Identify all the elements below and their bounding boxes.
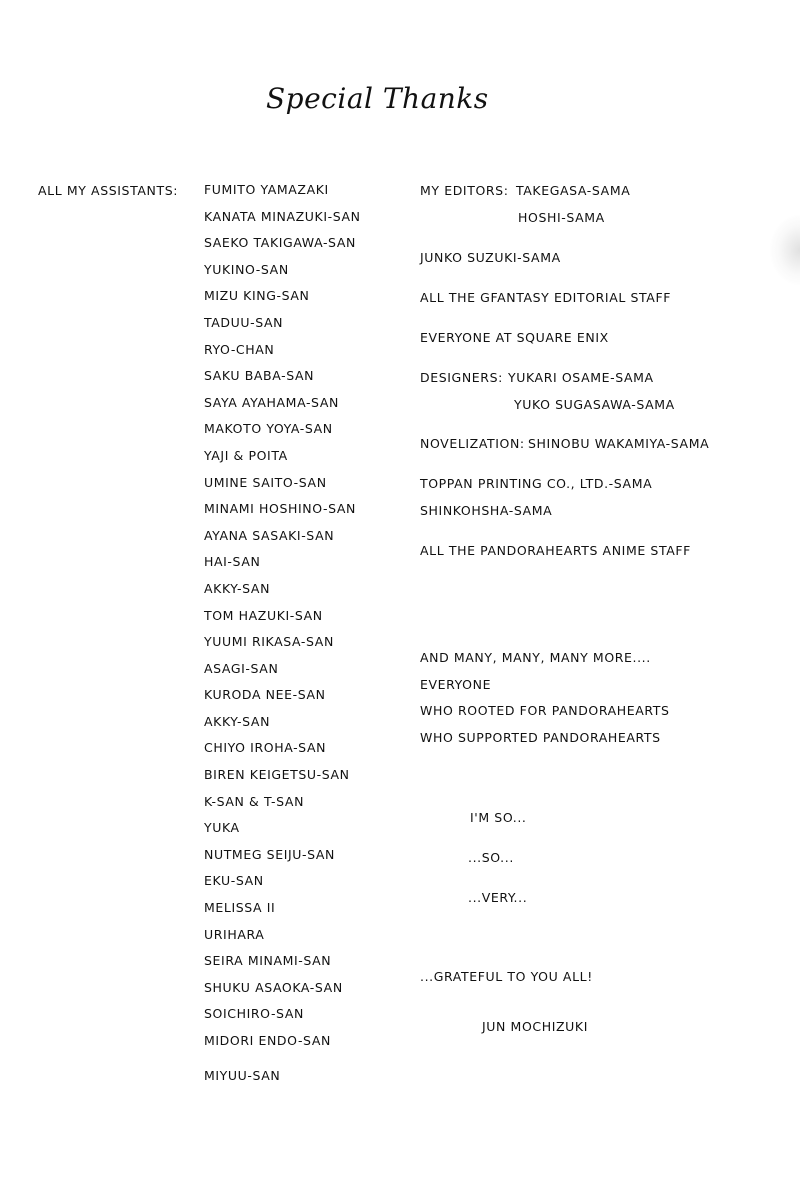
designers-label: DESIGNERS: (420, 370, 503, 385)
closing-line: WHO SUPPORTED PANDORAHEARTS (420, 730, 661, 745)
closing-line: AND MANY, MANY, MANY MORE.... (420, 650, 651, 665)
designer-name: YUKARI OSAME-SAMA (508, 370, 654, 385)
thanks-line: SHINKOHSHA-SAMA (420, 503, 553, 518)
assistants-list (204, 181, 361, 1093)
assistant-name: MIDORI ENDO-SAN (204, 1033, 331, 1048)
assistant-name: YUUMI RIKASA-SAN (204, 634, 334, 650)
assistant-name: EKU-SAN (204, 873, 264, 889)
assistant-name: AKKY-SAN (204, 713, 271, 729)
assistant-name: URIHARA (204, 926, 265, 942)
assistant-name: BIREN KEIGETSU-SAN (204, 767, 350, 783)
assistant-name: MIYUU-SAN (204, 1067, 281, 1083)
assistant-name: UMINE SAITO-SAN (204, 474, 327, 490)
assistant-name: HAI-SAN (204, 554, 261, 570)
assistant-name: KANATA MINAZUKI-SAN (204, 208, 361, 224)
assistant-name: TADUU-SAN (204, 314, 284, 330)
assistant-name: FUMITO YAMAZAKI (204, 182, 329, 197)
assistant-name: SAYA AYAHAMA-SAN (204, 394, 339, 410)
closing-line: WHO ROOTED FOR PANDORAHEARTS (420, 703, 670, 718)
novelization-label: NOVELIZATION: (420, 436, 525, 451)
assistant-name: AYANA SASAKI-SAN (204, 527, 335, 543)
editors-label: MY EDITORS: (420, 183, 509, 198)
assistant-name: MIZU KING-SAN (204, 288, 310, 304)
assistant-name: SAEKO TAKIGAWA-SAN (204, 235, 356, 251)
so-line: ...VERY... (468, 890, 528, 905)
novelization-name: SHINOBU WAKAMIYA-SAMA (528, 436, 710, 451)
designer-name: YUKO SUGASAWA-SAMA (514, 397, 675, 412)
assistant-name: NUTMEG SEIJU-SAN (204, 846, 336, 862)
assistant-name: CHIYO IROHA-SAN (204, 740, 327, 756)
assistant-name: YUKA (204, 820, 240, 836)
page-title: Special Thanks (266, 82, 489, 115)
assistant-name: RYO-CHAN (204, 341, 275, 357)
assistant-name: TOM HAZUKI-SAN (204, 607, 323, 623)
closing-line: EVERYONE (420, 677, 492, 692)
assistant-name: MAKOTO YOYA-SAN (204, 421, 333, 437)
assistant-name: KURODA NEE-SAN (204, 687, 326, 703)
grateful-line: ...GRATEFUL TO YOU ALL! (420, 969, 593, 984)
assistant-name: MINAMI HOSHINO-SAN (204, 501, 356, 517)
assistant-name: SEIRA MINAMI-SAN (204, 953, 332, 969)
assistant-name: ASAGI-SAN (204, 660, 279, 676)
assistants-label: ALL MY ASSISTANTS: (38, 183, 179, 198)
assistant-name: SAKU BABA-SAN (204, 368, 315, 384)
editor-name: HOSHI-SAMA (518, 210, 605, 225)
editor-name: TAKEGASA-SAMA (516, 183, 631, 198)
thanks-line: ALL THE GFANTASY EDITORIAL STAFF (420, 290, 672, 305)
paper-smudge (770, 215, 800, 285)
thanks-line: TOPPAN PRINTING CO., LTD.-SAMA (420, 476, 653, 491)
so-line: I'M SO... (470, 810, 527, 825)
thanks-line: ALL THE PANDORAHEARTS ANIME STAFF (420, 543, 691, 558)
thanks-line: JUNKO SUZUKI-SAMA (420, 250, 561, 265)
assistant-name: YUKINO-SAN (204, 261, 289, 277)
thanks-line: EVERYONE AT SQUARE ENIX (420, 330, 609, 345)
assistant-name: SHUKU ASAOKA-SAN (204, 979, 343, 995)
assistant-name: AKKY-SAN (204, 580, 271, 596)
so-line: ...SO... (468, 850, 514, 865)
assistant-name: SOICHIRO-SAN (204, 1006, 304, 1022)
assistant-name: K-SAN & T-SAN (204, 793, 305, 809)
signature: JUN MOCHIZUKI (482, 1019, 588, 1034)
assistant-name: YAJI & POITA (204, 447, 288, 463)
assistant-name: MELISSA II (204, 900, 276, 916)
